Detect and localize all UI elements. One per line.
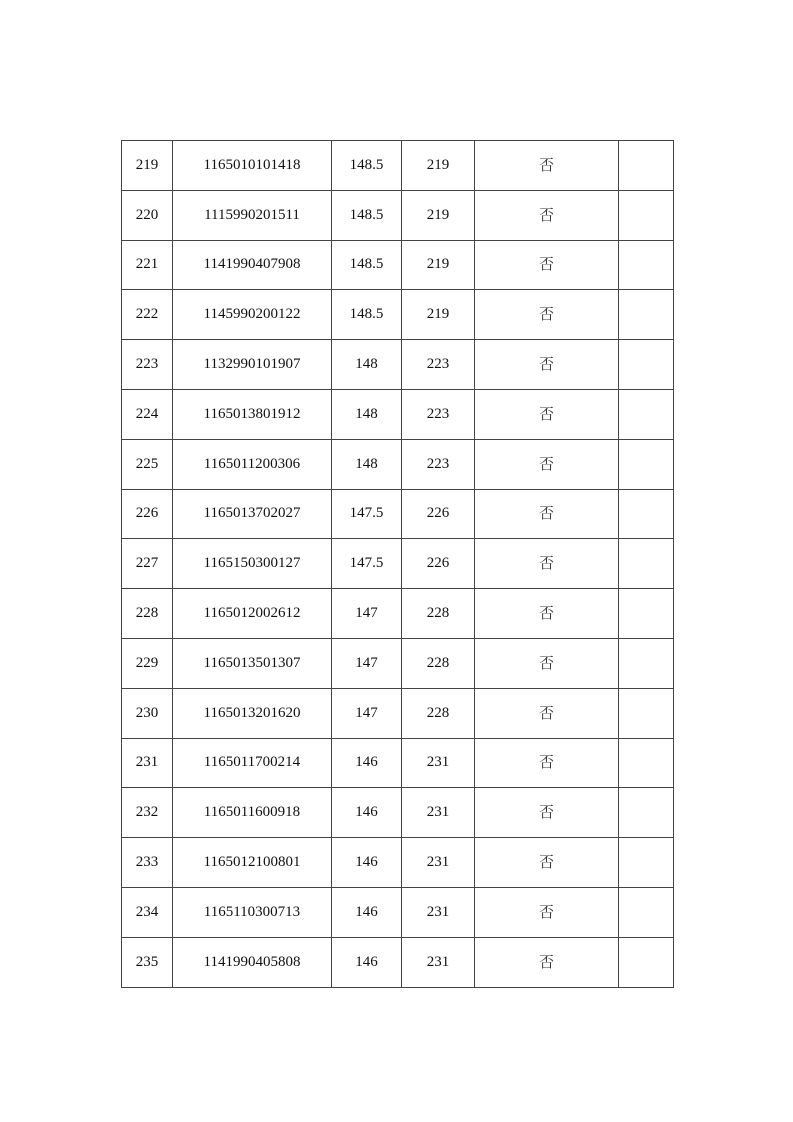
score-cell: 148.5 (332, 190, 402, 240)
candidate-id-cell: 1165011200306 (173, 439, 332, 489)
seq-cell: 219 (122, 141, 173, 191)
note-cell (619, 290, 674, 340)
status-cell: 否 (475, 589, 619, 639)
score-cell: 146 (332, 937, 402, 987)
status-cell: 否 (475, 887, 619, 937)
rank-cell: 231 (402, 937, 475, 987)
score-cell: 146 (332, 838, 402, 888)
table-row (122, 489, 674, 539)
candidate-id-cell: 1141990407908 (173, 240, 332, 290)
table-row (122, 638, 674, 688)
note-cell (619, 589, 674, 639)
note-cell (619, 340, 674, 390)
status-cell: 否 (475, 290, 619, 340)
status-cell: 否 (475, 240, 619, 290)
candidate-id-cell: 1165013702027 (173, 489, 332, 539)
note-cell (619, 688, 674, 738)
note-cell (619, 788, 674, 838)
status-cell: 否 (475, 489, 619, 539)
candidate-id-cell: 1115990201511 (173, 190, 332, 240)
score-table (121, 140, 674, 988)
candidate-id-cell: 1165013801912 (173, 389, 332, 439)
rank-cell: 231 (402, 838, 475, 888)
score-cell: 148.5 (332, 290, 402, 340)
note-cell (619, 439, 674, 489)
score-cell: 147.5 (332, 489, 402, 539)
status-cell: 否 (475, 838, 619, 888)
candidate-id-cell: 1165010101418 (173, 141, 332, 191)
seq-cell: 230 (122, 688, 173, 738)
candidate-id-cell: 1141990405808 (173, 937, 332, 987)
table-row (122, 141, 674, 191)
seq-cell: 226 (122, 489, 173, 539)
rank-cell: 219 (402, 141, 475, 191)
rank-cell: 226 (402, 539, 475, 589)
note-cell (619, 738, 674, 788)
status-cell: 否 (475, 190, 619, 240)
rank-cell: 219 (402, 240, 475, 290)
candidate-id-cell: 1165150300127 (173, 539, 332, 589)
seq-cell: 233 (122, 838, 173, 888)
table-row (122, 788, 674, 838)
rank-cell: 219 (402, 290, 475, 340)
candidate-id-cell: 1165013501307 (173, 638, 332, 688)
rank-cell: 228 (402, 638, 475, 688)
note-cell (619, 539, 674, 589)
note-cell (619, 638, 674, 688)
note-cell (619, 489, 674, 539)
score-cell: 148 (332, 439, 402, 489)
score-cell: 148.5 (332, 240, 402, 290)
status-cell: 否 (475, 638, 619, 688)
candidate-id-cell: 1145990200122 (173, 290, 332, 340)
seq-cell: 229 (122, 638, 173, 688)
seq-cell: 228 (122, 589, 173, 639)
seq-cell: 232 (122, 788, 173, 838)
seq-cell: 223 (122, 340, 173, 390)
status-cell: 否 (475, 788, 619, 838)
note-cell (619, 838, 674, 888)
table-row (122, 290, 674, 340)
table-row (122, 838, 674, 888)
note-cell (619, 240, 674, 290)
rank-cell: 228 (402, 688, 475, 738)
status-cell: 否 (475, 340, 619, 390)
table-row (122, 240, 674, 290)
table-row (122, 340, 674, 390)
seq-cell: 234 (122, 887, 173, 937)
seq-cell: 227 (122, 539, 173, 589)
status-cell: 否 (475, 141, 619, 191)
note-cell (619, 887, 674, 937)
note-cell (619, 389, 674, 439)
table-row (122, 539, 674, 589)
score-cell: 147 (332, 638, 402, 688)
score-cell: 148 (332, 340, 402, 390)
status-cell: 否 (475, 439, 619, 489)
status-cell: 否 (475, 738, 619, 788)
score-cell: 146 (332, 887, 402, 937)
rank-cell: 231 (402, 738, 475, 788)
candidate-id-cell: 1165012100801 (173, 838, 332, 888)
candidate-id-cell: 1165013201620 (173, 688, 332, 738)
status-cell: 否 (475, 389, 619, 439)
seq-cell: 220 (122, 190, 173, 240)
table-row (122, 937, 674, 987)
score-cell: 148 (332, 389, 402, 439)
table-row (122, 688, 674, 738)
rank-cell: 223 (402, 439, 475, 489)
score-cell: 146 (332, 738, 402, 788)
score-cell: 147.5 (332, 539, 402, 589)
status-cell: 否 (475, 688, 619, 738)
candidate-id-cell: 1165011600918 (173, 788, 332, 838)
score-cell: 148.5 (332, 141, 402, 191)
table-row (122, 439, 674, 489)
status-cell: 否 (475, 937, 619, 987)
note-cell (619, 141, 674, 191)
table-row (122, 389, 674, 439)
seq-cell: 221 (122, 240, 173, 290)
seq-cell: 225 (122, 439, 173, 489)
table-body (122, 141, 674, 988)
table-row (122, 190, 674, 240)
note-cell (619, 190, 674, 240)
rank-cell: 223 (402, 389, 475, 439)
rank-cell: 231 (402, 788, 475, 838)
table-row (122, 589, 674, 639)
seq-cell: 235 (122, 937, 173, 987)
score-cell: 146 (332, 788, 402, 838)
score-cell: 147 (332, 688, 402, 738)
table-row (122, 887, 674, 937)
seq-cell: 224 (122, 389, 173, 439)
note-cell (619, 937, 674, 987)
rank-cell: 226 (402, 489, 475, 539)
score-cell: 147 (332, 589, 402, 639)
seq-cell: 222 (122, 290, 173, 340)
table-row (122, 738, 674, 788)
candidate-id-cell: 1165011700214 (173, 738, 332, 788)
rank-cell: 231 (402, 887, 475, 937)
status-cell: 否 (475, 539, 619, 589)
rank-cell: 228 (402, 589, 475, 639)
candidate-id-cell: 1165012002612 (173, 589, 332, 639)
rank-cell: 219 (402, 190, 475, 240)
rank-cell: 223 (402, 340, 475, 390)
candidate-id-cell: 1165110300713 (173, 887, 332, 937)
seq-cell: 231 (122, 738, 173, 788)
candidate-id-cell: 1132990101907 (173, 340, 332, 390)
